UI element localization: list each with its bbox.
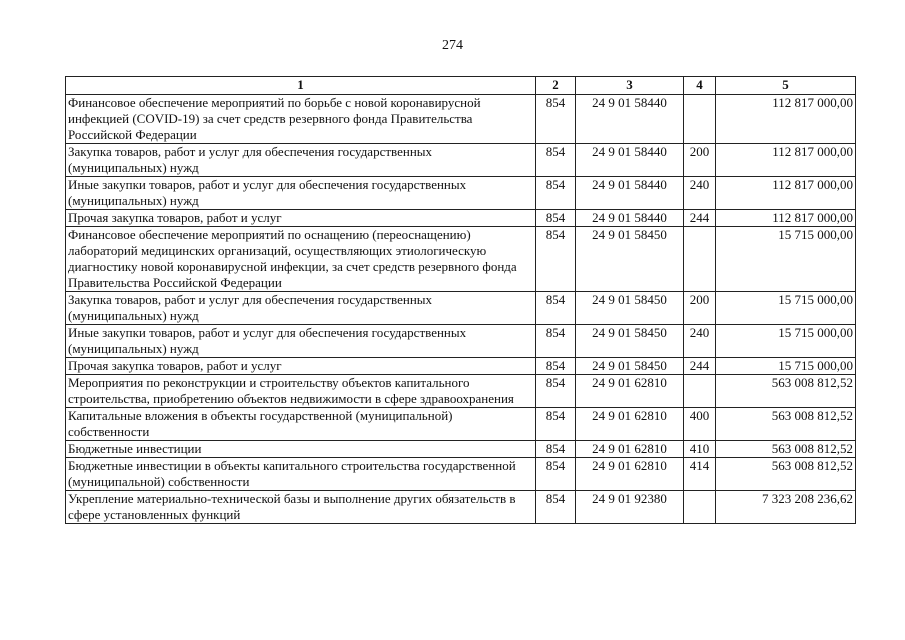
row-ved-cell: 854 [536,227,576,292]
row-sum-cell: 112 817 000,00 [716,177,856,210]
row-ved-cell: 854 [536,292,576,325]
row-ved-cell: 854 [536,441,576,458]
row-csr-cell: 24 9 01 62810 [576,441,684,458]
row-ved-cell: 854 [536,458,576,491]
row-ved-cell: 854 [536,325,576,358]
row-name-cell: Капитальные вложения в объекты государственной (муниципальной) собственности [66,408,536,441]
row-csr-cell: 24 9 01 62810 [576,408,684,441]
row-name-cell: Прочая закупка товаров, работ и услуг [66,358,536,375]
row-ved-cell: 854 [536,491,576,524]
row-sum-cell: 563 008 812,52 [716,441,856,458]
header-col-name: 1 [66,77,536,95]
row-vr-cell [684,227,716,292]
table-row [66,375,856,408]
row-sum-cell: 112 817 000,00 [716,144,856,177]
table-row [66,292,856,325]
row-name-cell: Бюджетные инвестиции в объекты капитального строительства государственной (муниципальной) собственности [66,458,536,491]
table-row [66,458,856,491]
row-vr-cell [684,375,716,408]
row-name-cell: Финансовое обеспечение мероприятий по борьбе с новой коронавирусной инфекцией (COVID-19) за счет средств резервного фонда Правительства Российской Федерации [66,95,536,144]
row-csr-cell: 24 9 01 62810 [576,375,684,408]
table-row [66,408,856,441]
row-vr-cell: 240 [684,177,716,210]
row-name-cell: Прочая закупка товаров, работ и услуг [66,210,536,227]
header-col-ved: 2 [536,77,576,95]
table-row [66,144,856,177]
row-csr-cell: 24 9 01 58450 [576,325,684,358]
row-ved-cell: 854 [536,144,576,177]
row-name-cell: Закупка товаров, работ и услуг для обеспечения государственных (муниципальных) нужд [66,292,536,325]
row-vr-cell [684,95,716,144]
row-ved-cell: 854 [536,95,576,144]
page-number: 274 [442,38,463,53]
table-header-row [66,77,856,95]
row-csr-cell: 24 9 01 58440 [576,210,684,227]
table-row [66,95,856,144]
row-sum-cell: 15 715 000,00 [716,227,856,292]
row-vr-cell: 200 [684,292,716,325]
row-csr-cell: 24 9 01 58450 [576,292,684,325]
table-row [66,177,856,210]
row-sum-cell: 563 008 812,52 [716,375,856,408]
row-name-cell: Бюджетные инвестиции [66,441,536,458]
row-csr-cell: 24 9 01 58440 [576,144,684,177]
row-name-cell: Мероприятия по реконструкции и строительству объектов капитального строительства, приобретению объектов недвижимости в сфере здравоохранения [66,375,536,408]
table-body [66,95,856,524]
row-vr-cell: 200 [684,144,716,177]
row-csr-cell: 24 9 01 58450 [576,227,684,292]
table-row [66,358,856,375]
header-col-sum: 5 [716,77,856,95]
row-ved-cell: 854 [536,375,576,408]
row-sum-cell: 7 323 208 236,62 [716,491,856,524]
row-ved-cell: 854 [536,408,576,441]
row-sum-cell: 563 008 812,52 [716,408,856,441]
header-col-csr: 3 [576,77,684,95]
row-name-cell: Иные закупки товаров, работ и услуг для обеспечения государственных (муниципальных) нужд [66,325,536,358]
row-csr-cell: 24 9 01 62810 [576,458,684,491]
row-sum-cell: 15 715 000,00 [716,292,856,325]
row-vr-cell: 244 [684,358,716,375]
row-ved-cell: 854 [536,358,576,375]
row-vr-cell: 414 [684,458,716,491]
row-csr-cell: 24 9 01 58440 [576,177,684,210]
table-row [66,491,856,524]
row-vr-cell: 400 [684,408,716,441]
row-vr-cell: 244 [684,210,716,227]
row-ved-cell: 854 [536,177,576,210]
row-sum-cell: 15 715 000,00 [716,325,856,358]
table-row [66,441,856,458]
row-vr-cell [684,491,716,524]
table-row [66,325,856,358]
row-ved-cell: 854 [536,210,576,227]
row-sum-cell: 112 817 000,00 [716,210,856,227]
row-vr-cell: 240 [684,325,716,358]
table-row [66,210,856,227]
row-name-cell: Закупка товаров, работ и услуг для обеспечения государственных (муниципальных) нужд [66,144,536,177]
row-name-cell: Финансовое обеспечение мероприятий по оснащению (переоснащению) лабораторий медицинских организаций, осуществляющих этиологическую диагностику новой коронавирусной инфекции, за счет средств резервного фонда Правительства Российской Федерации [66,227,536,292]
row-vr-cell: 410 [684,441,716,458]
row-name-cell: Иные закупки товаров, работ и услуг для обеспечения государственных (муниципальных) нужд [66,177,536,210]
row-name-cell: Укрепление материально-технической базы и выполнение других обязательств в сфере установленных функций [66,491,536,524]
row-sum-cell: 563 008 812,52 [716,458,856,491]
table-row [66,227,856,292]
row-csr-cell: 24 9 01 58440 [576,95,684,144]
row-csr-cell: 24 9 01 58450 [576,358,684,375]
row-sum-cell: 112 817 000,00 [716,95,856,144]
budget-table [65,76,856,524]
row-sum-cell: 15 715 000,00 [716,358,856,375]
header-col-vr: 4 [684,77,716,95]
row-csr-cell: 24 9 01 92380 [576,491,684,524]
